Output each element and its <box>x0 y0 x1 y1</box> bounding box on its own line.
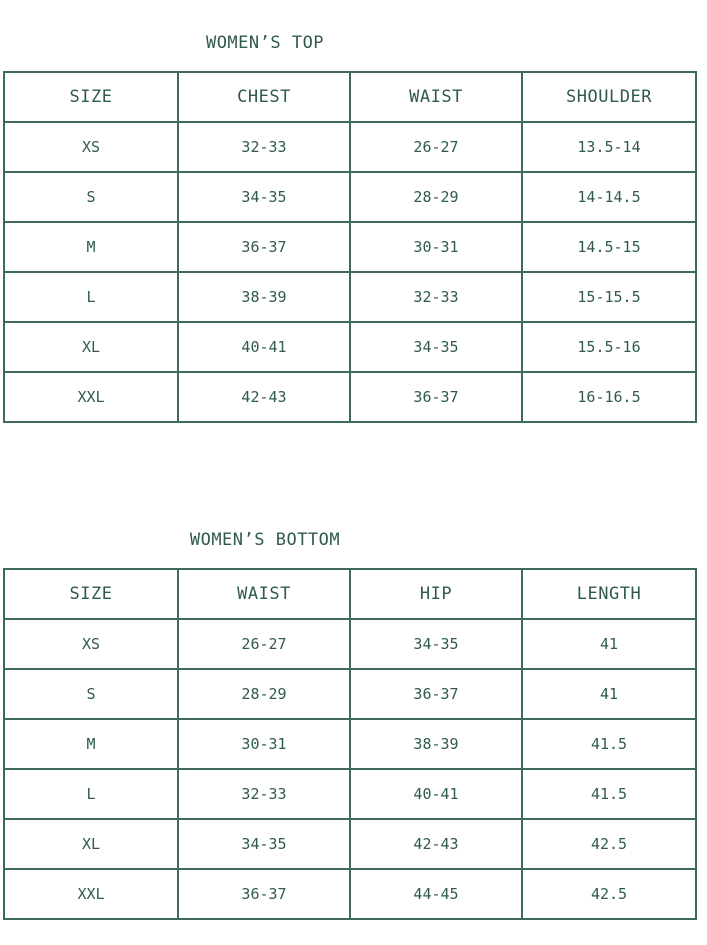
table-cell: 34-35 <box>350 322 522 372</box>
table-cell: 42.5 <box>522 869 696 919</box>
table-cell: 34-35 <box>178 172 350 222</box>
table-cell: 28-29 <box>350 172 522 222</box>
table-cell: 41 <box>522 619 696 669</box>
bottom-table-title: WOMEN’S BOTTOM <box>189 530 341 550</box>
table-row <box>4 869 696 919</box>
table-cell: 42-43 <box>350 819 522 869</box>
table-cell: 15-15.5 <box>522 272 696 322</box>
table-cell: 38-39 <box>350 719 522 769</box>
table-cell: 32-33 <box>178 769 350 819</box>
table-cell: 26-27 <box>350 122 522 172</box>
table-cell: 40-41 <box>178 322 350 372</box>
table-cell: 30-31 <box>178 719 350 769</box>
table-cell: XS <box>4 122 178 172</box>
table-cell: 38-39 <box>178 272 350 322</box>
table-cell: 40-41 <box>350 769 522 819</box>
top-table-title: WOMEN’S TOP <box>205 33 325 53</box>
table-cell: XS <box>4 619 178 669</box>
table-cell: M <box>4 222 178 272</box>
table-cell: 36-37 <box>178 869 350 919</box>
table-cell: 41 <box>522 669 696 719</box>
table-cell: 36-37 <box>350 372 522 422</box>
table-cell: 15.5-16 <box>522 322 696 372</box>
table-row <box>4 769 696 819</box>
column-header-length: LENGTH <box>522 569 696 619</box>
bottom-size-table <box>3 568 697 920</box>
table-row <box>4 719 696 769</box>
table-cell: XL <box>4 322 178 372</box>
table-cell: 34-35 <box>178 819 350 869</box>
table-cell: 13.5-14 <box>522 122 696 172</box>
table-cell: S <box>4 172 178 222</box>
column-header-chest: CHEST <box>178 72 350 122</box>
table-cell: 36-37 <box>178 222 350 272</box>
table-cell: 41.5 <box>522 769 696 819</box>
table-cell: 30-31 <box>350 222 522 272</box>
table-header-row <box>4 569 696 619</box>
top-size-table <box>3 71 697 423</box>
table-row <box>4 222 696 272</box>
table-cell: 36-37 <box>350 669 522 719</box>
table-cell: 26-27 <box>178 619 350 669</box>
table-row <box>4 172 696 222</box>
table-cell: 32-33 <box>350 272 522 322</box>
table-cell: XXL <box>4 372 178 422</box>
column-header-size: SIZE <box>4 72 178 122</box>
column-header-waist: WAIST <box>350 72 522 122</box>
table-cell: XXL <box>4 869 178 919</box>
table-cell: 42-43 <box>178 372 350 422</box>
table-header-row <box>4 72 696 122</box>
column-header-hip: HIP <box>350 569 522 619</box>
table-row <box>4 322 696 372</box>
table-cell: 28-29 <box>178 669 350 719</box>
table-row <box>4 122 696 172</box>
table-cell: 42.5 <box>522 819 696 869</box>
table-cell: 41.5 <box>522 719 696 769</box>
table-cell: M <box>4 719 178 769</box>
table-cell: XL <box>4 819 178 869</box>
table-cell: L <box>4 769 178 819</box>
table-cell: 32-33 <box>178 122 350 172</box>
table-row <box>4 619 696 669</box>
table-cell: 16-16.5 <box>522 372 696 422</box>
table-row <box>4 372 696 422</box>
column-header-size: SIZE <box>4 569 178 619</box>
table-row <box>4 272 696 322</box>
table-cell: S <box>4 669 178 719</box>
table-row <box>4 819 696 869</box>
column-header-shoulder: SHOULDER <box>522 72 696 122</box>
table-cell: 14-14.5 <box>522 172 696 222</box>
table-cell: 14.5-15 <box>522 222 696 272</box>
table-cell: 44-45 <box>350 869 522 919</box>
table-row <box>4 669 696 719</box>
table-cell: 34-35 <box>350 619 522 669</box>
table-cell: L <box>4 272 178 322</box>
column-header-waist: WAIST <box>178 569 350 619</box>
